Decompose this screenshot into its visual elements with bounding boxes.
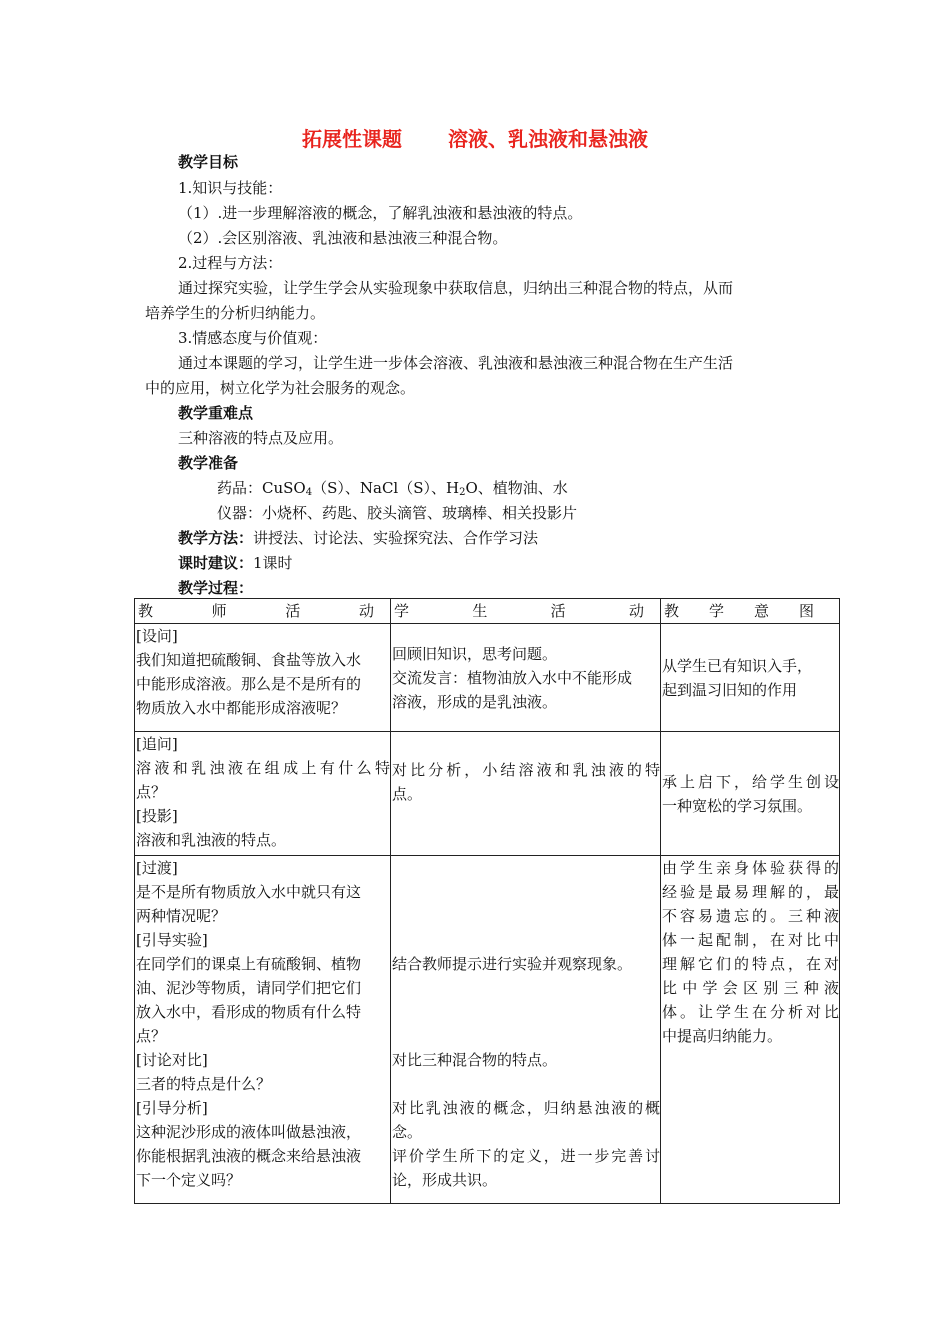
process-text-1: 通过探究实验，让学生学会从实验现象中获取信息，归纳出三种混合物的特点，从而 <box>178 279 734 297</box>
key-points-text: 三种溶液的特点及应用。 <box>178 429 344 447</box>
teacher-cell: [追问] 溶液和乳浊液在组成上有什么特 点？ [投影] 溶液和乳浊液的特点。 <box>135 732 391 856</box>
table-row <box>135 624 840 732</box>
key-points-heading: 教学重难点 <box>178 404 254 422</box>
intent-cell: 从学生已有知识入手， 起到温习旧知的作用 <box>661 624 840 732</box>
knowledge-item-2: （2）.会区别溶液、乳浊液和悬浊液三种混合物。 <box>178 229 508 247</box>
knowledge-heading: 1.知识与技能： <box>178 179 283 197</box>
emotion-heading: 3.情感态度与价值观： <box>178 329 328 347</box>
header-student: 学 生 活 动 <box>391 599 661 624</box>
table-row <box>135 856 840 1204</box>
student-cell: 对比分析，小结溶液和乳浊液的特 点。 <box>391 732 661 856</box>
process-heading: 2.过程与方法： <box>178 254 283 272</box>
preparation-heading: 教学准备 <box>178 454 239 472</box>
teaching-process-table <box>134 598 840 1204</box>
header-teacher: 教 师 活 动 <box>135 599 391 624</box>
table-header-row <box>135 599 840 624</box>
intent-cell: 由学生亲身体验获得的 经验是最易理解的，最 不容易遗忘的。三种液 体一起配制，在对比中 理解它们的特点，在对 比中学会区别三种液 体。让学生在分析对比 中提高归纳能力。 <box>661 856 840 1204</box>
process-text-2: 培养学生的分析归纳能力。 <box>145 304 326 322</box>
table-row <box>135 732 840 856</box>
objectives-heading: 教学目标 <box>178 153 239 171</box>
student-cell: 回顾旧知识，思考问题。 交流发言：植物油放入水中不能形成 溶液，形成的是乳浊液。 <box>391 624 661 732</box>
teacher-cell: [过渡] 是不是所有物质放入水中就只有这 两种情况呢？ [引导实验] 在同学们的课桌上有硫酸铜、植物 油、泥沙等物质，请同学们把它们 放入水中，看形成的物质有什么特 点？ [讨论对比] 三者的特点是什么？ [引导分析] 这种泥沙形成的液体叫做悬浊液， 你能根据乳浊液的概念来给悬浊液 下一个定义吗？ <box>135 856 391 1204</box>
process-label: 教学过程： <box>178 579 254 597</box>
title-part1: 拓展性课题 <box>302 127 402 151</box>
teacher-cell: [设问] 我们知道把硫酸铜、食盐等放入水 中能形成溶液。那么是不是所有的 物质放入水中都能形成溶液呢？ <box>135 624 391 732</box>
emotion-text-2: 中的应用，树立化学为社会服务的观念。 <box>145 379 416 397</box>
preparation-instruments: 仪器：小烧杯、药匙、胶头滴管、玻璃棒、相关投影片 <box>217 504 578 522</box>
header-intent: 教 学 意 图 <box>661 599 840 624</box>
knowledge-item-1: （1）.进一步理解溶液的概念，了解乳浊液和悬浊液的特点。 <box>178 204 583 222</box>
page-title <box>0 123 950 152</box>
intent-cell: 承上启下，给学生创设 一种宽松的学习氛围。 <box>661 732 840 856</box>
class-hours: 课时建议：1课时 <box>178 554 293 572</box>
emotion-text-1: 通过本课题的学习，让学生进一步体会溶液、乳浊液和悬浊液三种混合物在生产生活 <box>178 354 734 372</box>
student-cell: 结合教师提示进行实验并观察现象。 对比三种混合物的特点。 对比乳浊液的概念，归纳悬浊液的概 念。 评价学生所下的定义，进一步完善讨 论，形成共识。 <box>391 856 661 1204</box>
preparation-drugs: 药品：CuSO$_4$（S）、NaCl（S）、$H_2O$、植物油、水 <box>217 479 568 498</box>
teaching-method: 教学方法：讲授法、讨论法、实验探究法、合作学习法 <box>178 529 539 547</box>
title-part2: 溶液、乳浊液和悬浊液 <box>448 127 648 151</box>
